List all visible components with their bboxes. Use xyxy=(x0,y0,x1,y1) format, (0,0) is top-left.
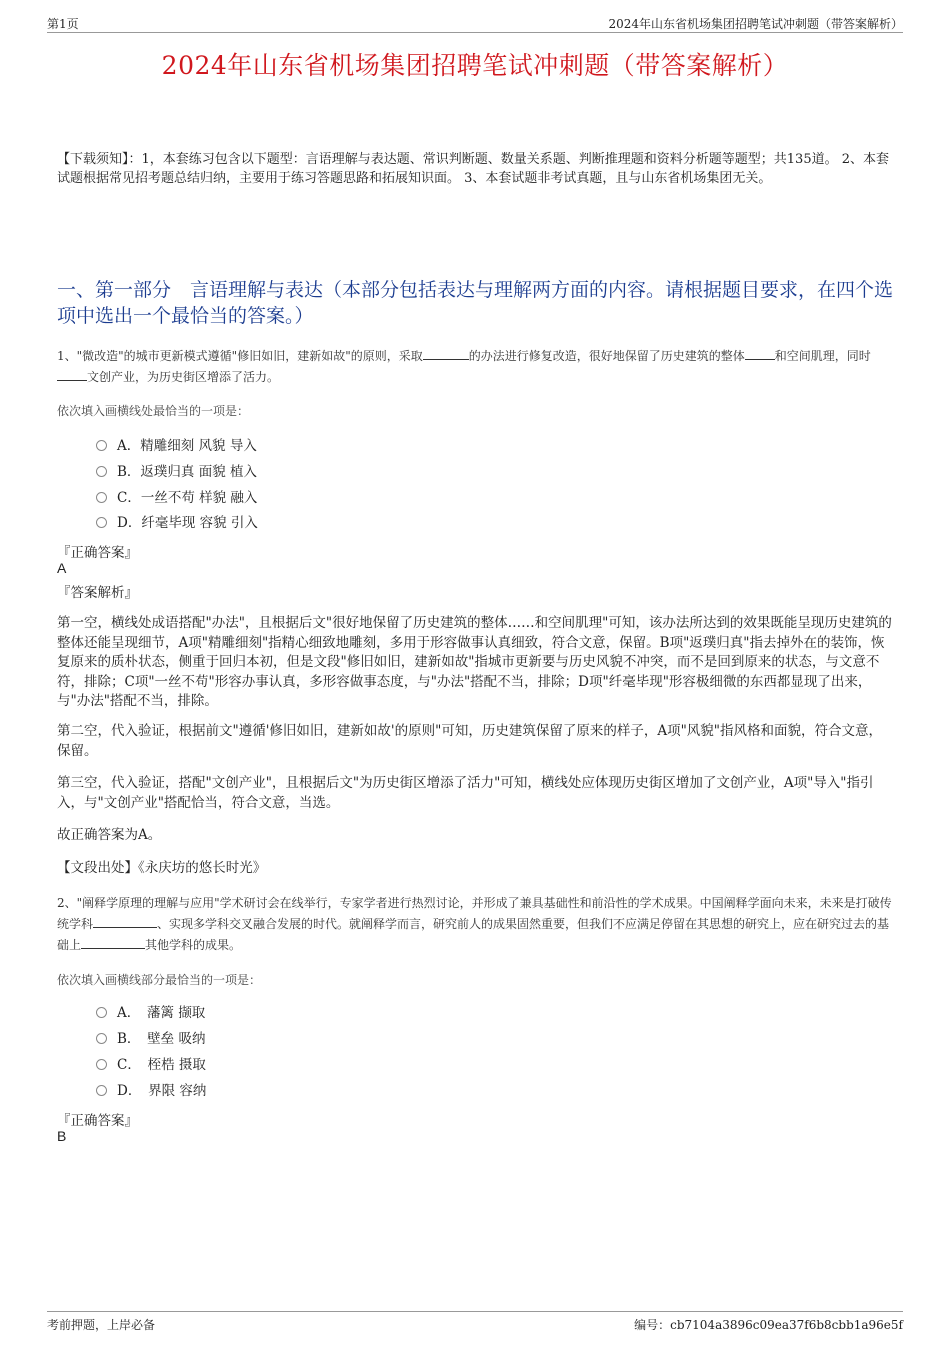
q2-option-a[interactable] xyxy=(96,1003,205,1023)
option-label: B． 壁垒 吸纳 xyxy=(117,1031,206,1047)
q1-text-a: 1、"微改造"的城市更新模式遵循"修旧如旧，建新如故"的原则，采取 xyxy=(57,349,423,363)
q2-text-b: 、实现多学科交叉融合发展的时代。就阐释学而言，研究前人的成果固然重要，但我们不应满足停留在其思想的研究上，应在研究过去的基础上 xyxy=(57,917,890,952)
q1-option-d[interactable] xyxy=(96,513,258,533)
running-title: 2024年山东省机场集团招聘笔试冲刺题（带答案解析） xyxy=(608,17,903,31)
radio-icon[interactable] xyxy=(96,466,107,477)
radio-icon[interactable] xyxy=(96,1059,107,1070)
q1-option-c[interactable] xyxy=(96,488,257,508)
question-1-stem xyxy=(57,346,897,388)
q1-option-a[interactable] xyxy=(96,436,257,456)
q1-answer: A xyxy=(57,560,67,576)
q2-option-b[interactable] xyxy=(96,1029,205,1049)
q2-text-a: 2、"阐释学原理的理解与应用"学术研讨会在线举行，专家学者进行热烈讨论，并形成了兼具基础性和前沿性的学术成果。中国阐释学面向未来，未来是打破传统学科 xyxy=(57,896,892,931)
fill-blank xyxy=(93,916,157,928)
page-footer xyxy=(47,1311,903,1336)
q2-answer: B xyxy=(57,1128,67,1144)
question-2-stem xyxy=(57,893,897,956)
question-2-prompt: 依次填入画横线部分最恰当的一项是： xyxy=(57,973,262,987)
page-header xyxy=(47,14,903,33)
radio-icon[interactable] xyxy=(96,517,107,528)
document-title: 2024年山东省机场集团招聘笔试冲刺题（带答案解析） xyxy=(161,51,789,80)
option-label: A．精雕细刻 风貌 导入 xyxy=(117,438,257,454)
q1-answer-label: 『正确答案』 xyxy=(57,545,138,561)
q2-text-c: 其他学科的成果。 xyxy=(145,938,242,952)
radio-icon[interactable] xyxy=(96,1007,107,1018)
radio-icon[interactable] xyxy=(96,440,107,451)
option-label: C．一丝不苟 样貌 融入 xyxy=(117,490,258,506)
q1-text-d: 文创产业，为历史街区增添了活力。 xyxy=(87,370,280,384)
q2-option-d[interactable] xyxy=(96,1081,206,1101)
section-heading: 一、第一部分 言语理解与表达（本部分包括表达与理解两方面的内容。请根据题目要求，在四个选项中选出一个最恰当的答案。） xyxy=(57,279,894,327)
q1-text-c: 和空间肌理，同时 xyxy=(774,349,871,363)
document-id: 编号：cb7104a3896c09ea37f6b8cbb1a96e5f xyxy=(634,1318,903,1332)
q1-analysis-label: 『答案解析』 xyxy=(57,585,138,601)
option-label: C． 桎梏 摄取 xyxy=(117,1057,206,1073)
option-label: B．返璞归真 面貌 植入 xyxy=(117,464,258,480)
option-label: D．纤毫毕现 容貌 引入 xyxy=(117,515,258,531)
footer-slogan: 考前押题，上岸必备 xyxy=(47,1318,156,1332)
radio-icon[interactable] xyxy=(96,1085,107,1096)
page-number: 第1页 xyxy=(47,17,79,31)
q1-analysis-conclusion: 故正确答案为A。 xyxy=(57,827,162,843)
q1-text-b: 的办法进行修复改造，很好地保留了历史建筑的整体 xyxy=(468,349,745,363)
fill-blank xyxy=(57,369,87,381)
fill-blank xyxy=(745,348,775,360)
radio-icon[interactable] xyxy=(96,1033,107,1044)
download-notice: 【下载须知】：1，本套练习包含以下题型：言语理解与表达题、常识判断题、数量关系题、判断推理题和资料分析题等题型；共135道。 2、本套试题根据常见招考题总结归纳，主要用于练习答题思路和拓展知识面。 3、本套试题非考试真题，且与山东省机场集团无关。 xyxy=(57,152,889,186)
radio-icon[interactable] xyxy=(96,492,107,503)
q1-analysis-para-3: 第三空，代入验证，搭配"文创产业"，且根据后文"为历史街区增添了活力"可知，横线处应体现历史街区增加了文创产业，A项"导入"指引入，与"文创产业"搭配恰当，符合文意，当选。 xyxy=(57,775,874,811)
fill-blank xyxy=(423,348,469,360)
q2-option-c[interactable] xyxy=(96,1055,206,1075)
option-label: A． 藩篱 撷取 xyxy=(117,1005,206,1021)
option-label: D． 界限 容纳 xyxy=(117,1083,207,1099)
q1-source: 【文段出处】《永庆坊的悠长时光》 xyxy=(57,860,267,876)
fill-blank xyxy=(81,937,145,949)
q1-option-b[interactable] xyxy=(96,462,257,482)
q1-analysis-para-1: 第一空，横线处成语搭配"办法"，且根据后文"很好地保留了历史建筑的整体……和空间肌理"可知，该办法所达到的效果既能呈现历史建筑的整体还能呈现细节，A项"精雕细刻"指精心细致地雕刻，多用于形容做事认真细致，符合文意，保留。B项"返璞归真"指去掉外在的装饰，恢复原来的质朴状态，侧重于回归本初，但是文段"修旧如旧，建新如故"指城市更新要与历史风貌不冲突，而不是回到原来的状态，与文意不符，排除；C项"一丝不苟"形容办事认真，多形容做事态度，与"办法"搭配不当，排除；D项"纤毫毕现"形容极细微的东西都显现了出来，与"办法"搭配不当，排除。 xyxy=(57,615,892,709)
q2-answer-label: 『正确答案』 xyxy=(57,1113,138,1129)
q1-analysis-para-2: 第二空，代入验证，根据前文"遵循'修旧如旧，建新如故'的原则"可知，历史建筑保留了原来的样子，A项"风貌"指风格和面貌，符合文意，保留。 xyxy=(57,723,883,759)
question-1-prompt: 依次填入画横线处最恰当的一项是： xyxy=(57,404,250,418)
